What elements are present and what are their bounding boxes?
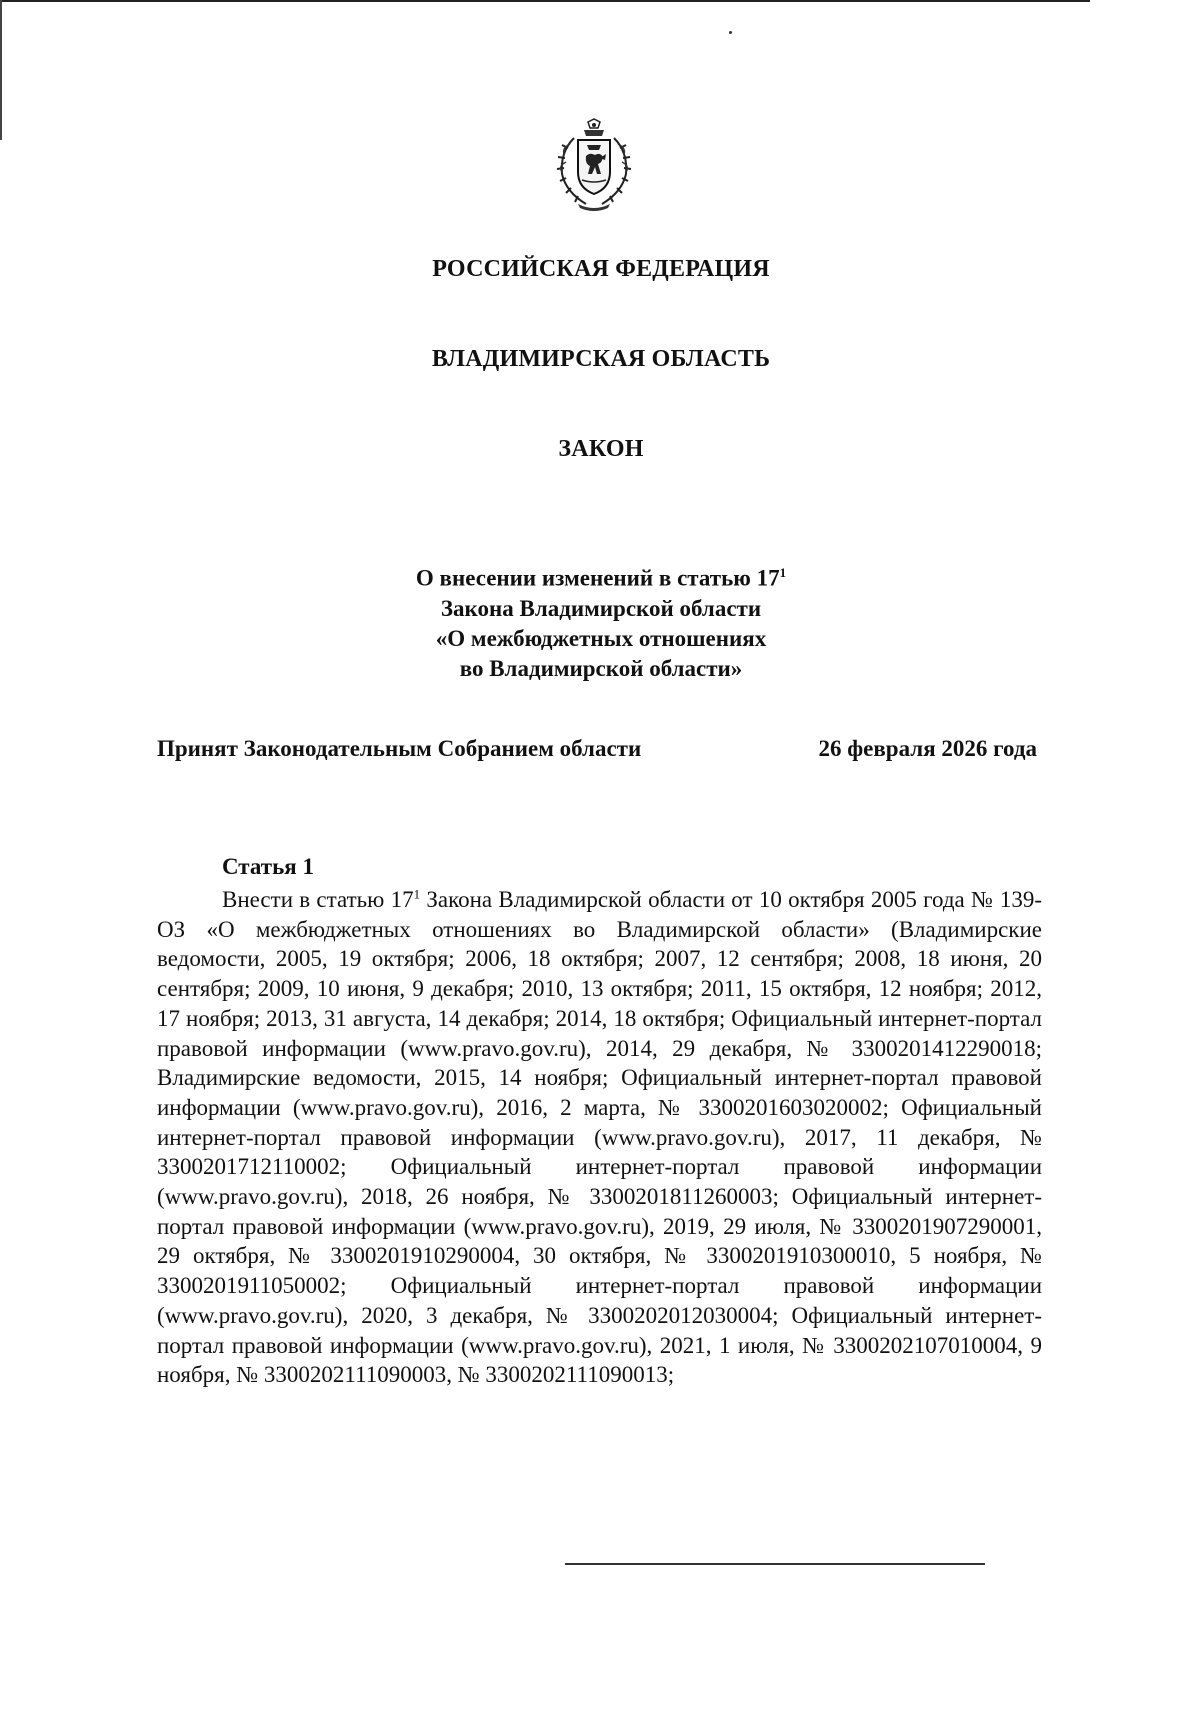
region-heading: ВЛАДИМИРСКАЯ ОБЛАСТЬ	[431, 346, 771, 372]
law-title	[56, 558, 1146, 684]
adoption-date: 26 февраля 2026 года	[818, 736, 1037, 761]
scan-bottom-edge	[565, 1563, 985, 1565]
law-title-line-4: во Владимирской области»	[459, 655, 743, 681]
law-title-line-2: Закона Владимирской области	[440, 595, 762, 621]
adopted-by: Принят Законодательным Собранием области	[157, 736, 642, 761]
article-1-superscript: 1	[413, 886, 421, 902]
law-title-line-1-text: О внесении изменений в статью 17	[415, 565, 780, 591]
scan-left-edge	[0, 0, 2, 140]
country-heading: РОССИЙСКАЯ ФЕДЕРАЦИЯ	[432, 256, 770, 282]
article-1-body	[157, 885, 1042, 1390]
law-title-line-1	[56, 558, 1146, 594]
article-1-text-prefix: Внести в статью 17	[222, 887, 414, 912]
doc-type-heading: ЗАКОН	[558, 436, 644, 462]
scan-top-edge	[0, 0, 1090, 2]
article-1-text: Закона Владимирской области от 10 октября 2005 года № 139-ОЗ «О межбюджетных отношениях во Владимирской области» (Владимирские ведомости, 2005, 19 октября; 2006, 18 октября; 2007, 12 сентября; 2008, 18 июня, 20 сентября; 2009, 10 июня, 9 декабря; 2010, 13 октября; 2011, 15 октября, 12 ноября; 2012, 17 ноября; 2013, 31 августа, 14 декабря; 2014, 18 октября; Официальный интернет-портал правовой информации (www.pravo.gov.ru), 2014, 29 декабря, № 3300201412290018; Владимирские ведомости, 2015, 14 ноября; Официальный интернет-портал правовой информации (www.pravo.gov.ru), 2016, 2 марта, № 3300201603020002; Официальный интернет-портал правовой информации (www.pravo.gov.ru), 2017, 11 декабря, № 3300201712110002; Официальный интернет-портал правовой информации (www.pravo.gov.ru), 2018, 26 ноября, № 3300201811260003; Официальный интернет-портал правовой информации (www.pravo.gov.ru), 2019, 29 июля, № 3300201907290001, 29 октября, № 3300201910290004, 30 октября, № 3300201910300010, 5 ноября, № 3300201911050002; Официальный интернет-портал правовой информации (www.pravo.gov.ru), 2020, 3 декабря, № 3300202012030004; Официальный интернет-портал правовой информации (www.pravo.gov.ru), 2021, 1 июля, № 3300202107010004, 9 ноября, № 3300202111090003, № 3300202111090013;	[157, 887, 1042, 1388]
law-title-line-3: «О межбюджетных отношениях	[435, 625, 767, 651]
scan-speck	[729, 31, 732, 34]
coat-of-arms-icon	[548, 118, 640, 214]
article-1-heading: Статья 1	[222, 854, 314, 879]
law-title-superscript: 1	[779, 565, 787, 580]
